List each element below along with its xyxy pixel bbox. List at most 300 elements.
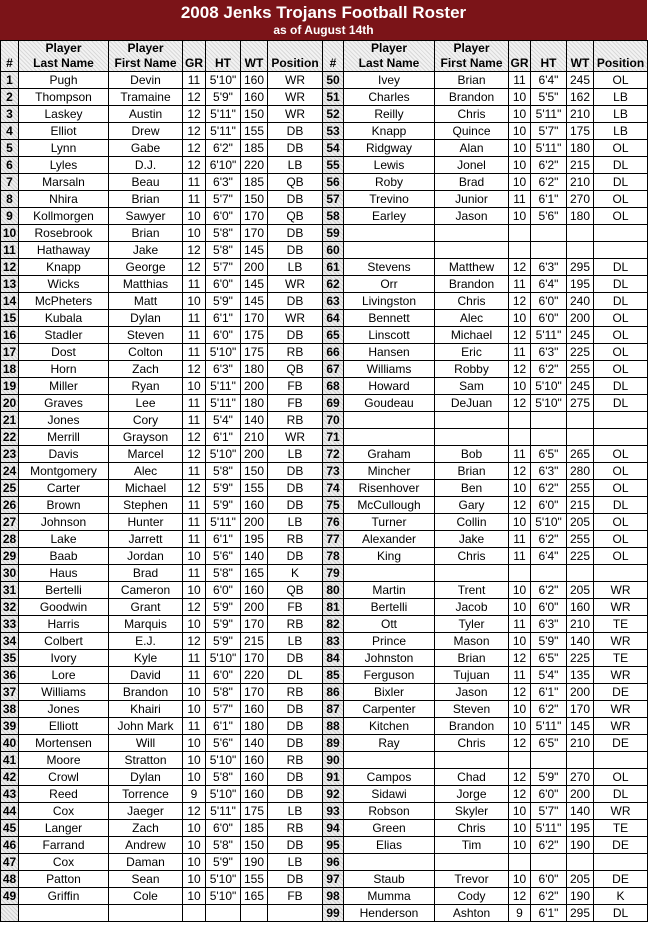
left-player-position: FB: [268, 888, 323, 905]
right-player-weight: 205: [567, 514, 594, 531]
right-player-first-name: [435, 412, 509, 429]
right-player-first-name: Bob: [435, 446, 509, 463]
right-player-weight: [567, 752, 594, 769]
right-player-first-name: DeJuan: [435, 395, 509, 412]
right-player-weight: 210: [567, 735, 594, 752]
left-player-number: 49: [1, 888, 19, 905]
left-player-last-name: Harris: [19, 616, 109, 633]
right-player-weight: [567, 412, 594, 429]
left-player-number: 4: [1, 123, 19, 140]
right-player-weight: 240: [567, 293, 594, 310]
right-player-last-name: [344, 752, 435, 769]
right-player-position: WR: [594, 701, 648, 718]
right-player-number: 91: [323, 769, 344, 786]
left-player-position: LB: [268, 514, 323, 531]
right-player-number: 52: [323, 106, 344, 123]
left-player-grade: 10: [183, 582, 206, 599]
left-player-weight: 190: [241, 854, 268, 871]
right-player-number: 54: [323, 140, 344, 157]
table-row: [1, 480, 648, 497]
header-position: Position: [594, 41, 648, 72]
right-player-last-name: Stevens: [344, 259, 435, 276]
left-player-first-name: Austin: [109, 106, 183, 123]
left-player-height: 6'0": [206, 820, 241, 837]
right-player-last-name: Ridgway: [344, 140, 435, 157]
right-player-position: LB: [594, 106, 648, 123]
right-player-weight: 255: [567, 480, 594, 497]
table-row: [1, 565, 648, 582]
left-player-position: FB: [268, 378, 323, 395]
right-player-first-name: Chris: [435, 548, 509, 565]
left-player-position: DB: [268, 463, 323, 480]
right-player-first-name: Chris: [435, 735, 509, 752]
table-row: [1, 497, 648, 514]
left-player-position: WR: [268, 72, 323, 89]
table-row: [1, 327, 648, 344]
right-player-grade: 11: [509, 548, 531, 565]
left-player-grade: 10: [183, 684, 206, 701]
left-player-last-name: Pugh: [19, 72, 109, 89]
right-player-grade: 10: [509, 208, 531, 225]
left-player-grade: 11: [183, 565, 206, 582]
left-player-first-name: Matt: [109, 293, 183, 310]
left-player-last-name: Haus: [19, 565, 109, 582]
left-player-position: FB: [268, 599, 323, 616]
right-player-grade: 10: [509, 820, 531, 837]
left-player-first-name: Torrence: [109, 786, 183, 803]
left-player-weight: 160: [241, 752, 268, 769]
right-player-height: [531, 412, 567, 429]
right-player-last-name: Howard: [344, 378, 435, 395]
right-player-first-name: [435, 242, 509, 259]
right-player-weight: 135: [567, 667, 594, 684]
right-player-position: DE: [594, 735, 648, 752]
left-player-grade: 10: [183, 616, 206, 633]
right-player-position: LB: [594, 123, 648, 140]
right-player-grade: 12: [509, 259, 531, 276]
left-player-height: 5'8": [206, 463, 241, 480]
right-player-position: DL: [594, 378, 648, 395]
left-player-last-name: Montgomery: [19, 463, 109, 480]
left-player-number: 43: [1, 786, 19, 803]
left-player-weight: 145: [241, 293, 268, 310]
right-player-height: 6'5": [531, 735, 567, 752]
right-player-position: OL: [594, 769, 648, 786]
right-player-last-name: Mincher: [344, 463, 435, 480]
right-player-position: [594, 854, 648, 871]
right-player-position: DL: [594, 786, 648, 803]
left-player-number: [1, 905, 19, 922]
left-player-number: 12: [1, 259, 19, 276]
right-player-weight: 245: [567, 327, 594, 344]
table-row: [1, 242, 648, 259]
right-player-number: 74: [323, 480, 344, 497]
table-row: [1, 633, 648, 650]
right-player-weight: 210: [567, 106, 594, 123]
left-player-weight: 180: [241, 718, 268, 735]
left-player-grade: 12: [183, 123, 206, 140]
left-player-first-name: Beau: [109, 174, 183, 191]
right-player-number: 66: [323, 344, 344, 361]
right-player-last-name: Kitchen: [344, 718, 435, 735]
left-player-last-name: Elliott: [19, 718, 109, 735]
left-player-number: 17: [1, 344, 19, 361]
right-player-number: 58: [323, 208, 344, 225]
right-player-grade: 12: [509, 497, 531, 514]
header-grade: GR: [183, 41, 206, 72]
left-player-position: RB: [268, 531, 323, 548]
left-player-first-name: Ryan: [109, 378, 183, 395]
left-player-grade: 10: [183, 735, 206, 752]
header-last-name: [344, 41, 435, 72]
right-player-grade: 12: [509, 650, 531, 667]
left-player-height: 5'6": [206, 548, 241, 565]
left-player-first-name: Marquis: [109, 616, 183, 633]
left-player-last-name: Elliot: [19, 123, 109, 140]
right-player-height: 6'5": [531, 446, 567, 463]
left-player-height: 5'10": [206, 344, 241, 361]
table-row: [1, 650, 648, 667]
left-player-weight: 180: [241, 361, 268, 378]
right-player-weight: 180: [567, 208, 594, 225]
left-player-first-name: Tramaine: [109, 89, 183, 106]
right-player-number: 79: [323, 565, 344, 582]
left-player-position: DB: [268, 701, 323, 718]
left-player-grade: 12: [183, 259, 206, 276]
right-player-height: 6'2": [531, 174, 567, 191]
left-player-last-name: Jones: [19, 701, 109, 718]
right-player-number: 69: [323, 395, 344, 412]
left-player-grade: 12: [183, 446, 206, 463]
header-height: HT: [206, 41, 241, 72]
left-player-grade: 12: [183, 429, 206, 446]
right-player-last-name: Carpenter: [344, 701, 435, 718]
right-player-last-name: Henderson: [344, 905, 435, 922]
right-player-last-name: Linscott: [344, 327, 435, 344]
left-player-weight: 180: [241, 395, 268, 412]
left-player-position: DB: [268, 871, 323, 888]
left-player-weight: 185: [241, 820, 268, 837]
table-row: [1, 123, 648, 140]
right-player-position: TE: [594, 650, 648, 667]
left-player-last-name: Lore: [19, 667, 109, 684]
right-player-position: WR: [594, 633, 648, 650]
right-player-last-name: Johnston: [344, 650, 435, 667]
right-player-height: 5'11": [531, 140, 567, 157]
left-player-height: 6'0": [206, 582, 241, 599]
right-player-last-name: [344, 412, 435, 429]
left-player-last-name: Patton: [19, 871, 109, 888]
left-player-first-name: Cameron: [109, 582, 183, 599]
right-player-grade: [509, 854, 531, 871]
right-player-grade: 10: [509, 718, 531, 735]
left-player-weight: 150: [241, 463, 268, 480]
right-player-first-name: Brandon: [435, 89, 509, 106]
right-player-grade: 11: [509, 72, 531, 89]
left-player-height: 6'3": [206, 361, 241, 378]
right-player-grade: [509, 225, 531, 242]
header-height: HT: [531, 41, 567, 72]
left-player-weight: 155: [241, 123, 268, 140]
left-player-grade: 12: [183, 803, 206, 820]
right-player-number: 63: [323, 293, 344, 310]
left-player-number: 10: [1, 225, 19, 242]
right-player-last-name: [344, 429, 435, 446]
left-player-weight: 185: [241, 140, 268, 157]
left-player-number: 19: [1, 378, 19, 395]
left-player-first-name: Brian: [109, 191, 183, 208]
left-player-position: DB: [268, 548, 323, 565]
right-player-weight: 215: [567, 157, 594, 174]
right-player-first-name: Brandon: [435, 276, 509, 293]
left-player-number: 42: [1, 769, 19, 786]
right-player-height: 6'2": [531, 888, 567, 905]
right-player-height: 5'7": [531, 803, 567, 820]
left-player-position: LB: [268, 157, 323, 174]
right-player-number: 51: [323, 89, 344, 106]
table-row: [1, 361, 648, 378]
right-player-weight: 205: [567, 582, 594, 599]
left-player-height: 6'10": [206, 157, 241, 174]
left-player-last-name: Marsaln: [19, 174, 109, 191]
right-player-first-name: Sam: [435, 378, 509, 395]
left-player-number: 34: [1, 633, 19, 650]
right-player-first-name: Tujuan: [435, 667, 509, 684]
left-player-first-name: Will: [109, 735, 183, 752]
right-player-position: OL: [594, 548, 648, 565]
right-player-last-name: Earley: [344, 208, 435, 225]
left-player-grade: 10: [183, 752, 206, 769]
right-player-first-name: Trevor: [435, 871, 509, 888]
right-player-weight: 190: [567, 837, 594, 854]
page-title: 2008 Jenks Trojans Football Roster: [180, 3, 467, 22]
left-player-first-name: Dylan: [109, 310, 183, 327]
right-player-grade: 11: [509, 531, 531, 548]
table-row: [1, 514, 648, 531]
right-player-grade: 11: [509, 616, 531, 633]
left-player-number: 11: [1, 242, 19, 259]
left-player-grade: 11: [183, 497, 206, 514]
left-player-height: 5'8": [206, 225, 241, 242]
right-player-grade: 10: [509, 157, 531, 174]
right-player-last-name: Elias: [344, 837, 435, 854]
left-player-first-name: Zach: [109, 361, 183, 378]
left-player-height: 5'10": [206, 871, 241, 888]
right-player-position: [594, 752, 648, 769]
table-row: [1, 684, 648, 701]
right-player-position: OL: [594, 327, 648, 344]
left-player-first-name: Gabe: [109, 140, 183, 157]
right-player-number: 82: [323, 616, 344, 633]
right-player-first-name: Chris: [435, 293, 509, 310]
right-player-grade: [509, 752, 531, 769]
right-player-first-name: Brandon: [435, 718, 509, 735]
right-player-grade: 9: [509, 905, 531, 922]
left-player-first-name: Dylan: [109, 769, 183, 786]
right-player-grade: 12: [509, 327, 531, 344]
right-player-number: 70: [323, 412, 344, 429]
right-player-height: [531, 565, 567, 582]
right-player-number: 55: [323, 157, 344, 174]
right-player-weight: [567, 565, 594, 582]
left-player-weight: 200: [241, 514, 268, 531]
left-player-position: DB: [268, 123, 323, 140]
right-player-weight: 195: [567, 820, 594, 837]
left-player-weight: 170: [241, 225, 268, 242]
left-player-weight: 175: [241, 327, 268, 344]
table-row: [1, 395, 648, 412]
table-row: [1, 888, 648, 905]
left-player-weight: 220: [241, 667, 268, 684]
right-player-last-name: King: [344, 548, 435, 565]
left-player-last-name: Jones: [19, 412, 109, 429]
left-player-first-name: Michael: [109, 480, 183, 497]
left-player-position: WR: [268, 106, 323, 123]
left-player-last-name: Cox: [19, 803, 109, 820]
left-player-position: LB: [268, 446, 323, 463]
header-weight: WT: [567, 41, 594, 72]
right-player-weight: 170: [567, 701, 594, 718]
left-player-height: 5'11": [206, 106, 241, 123]
left-player-position: RB: [268, 820, 323, 837]
left-player-number: 27: [1, 514, 19, 531]
table-row: [1, 582, 648, 599]
left-player-position: LB: [268, 803, 323, 820]
left-player-position: DL: [268, 667, 323, 684]
left-player-height: 5'11": [206, 803, 241, 820]
right-player-last-name: [344, 565, 435, 582]
right-player-last-name: Bixler: [344, 684, 435, 701]
right-player-last-name: Orr: [344, 276, 435, 293]
right-player-position: [594, 565, 648, 582]
left-player-position: LB: [268, 854, 323, 871]
left-player-weight: 210: [241, 429, 268, 446]
right-player-weight: 270: [567, 191, 594, 208]
right-player-first-name: Alan: [435, 140, 509, 157]
left-player-position: WR: [268, 89, 323, 106]
right-player-last-name: Martin: [344, 582, 435, 599]
right-player-last-name: Green: [344, 820, 435, 837]
left-player-first-name: Brad: [109, 565, 183, 582]
right-player-weight: 270: [567, 769, 594, 786]
right-player-weight: 215: [567, 497, 594, 514]
right-player-height: [531, 225, 567, 242]
left-player-weight: 200: [241, 446, 268, 463]
left-player-grade: 12: [183, 89, 206, 106]
left-player-grade: 10: [183, 769, 206, 786]
left-player-number: 22: [1, 429, 19, 446]
left-player-number: 48: [1, 871, 19, 888]
right-player-number: 71: [323, 429, 344, 446]
left-player-height: 6'2": [206, 140, 241, 157]
left-player-last-name: Davis: [19, 446, 109, 463]
right-player-height: 6'0": [531, 871, 567, 888]
left-player-number: 26: [1, 497, 19, 514]
left-player-height: 6'1": [206, 310, 241, 327]
right-player-last-name: Roby: [344, 174, 435, 191]
left-player-height: [206, 905, 241, 922]
right-player-height: 5'11": [531, 820, 567, 837]
right-player-height: 6'4": [531, 548, 567, 565]
left-player-weight: 170: [241, 208, 268, 225]
left-player-last-name: Langer: [19, 820, 109, 837]
right-player-weight: 140: [567, 803, 594, 820]
right-player-weight: 200: [567, 684, 594, 701]
left-player-first-name: E.J.: [109, 633, 183, 650]
right-player-weight: 140: [567, 633, 594, 650]
right-player-weight: [567, 225, 594, 242]
right-player-height: 6'3": [531, 259, 567, 276]
right-player-grade: 12: [509, 769, 531, 786]
left-player-weight: 140: [241, 735, 268, 752]
right-player-height: 6'3": [531, 463, 567, 480]
right-player-grade: 12: [509, 888, 531, 905]
left-player-number: 28: [1, 531, 19, 548]
table-row: [1, 429, 648, 446]
left-player-first-name: Grant: [109, 599, 183, 616]
right-player-height: 6'4": [531, 276, 567, 293]
right-player-number: 78: [323, 548, 344, 565]
left-player-height: 5'7": [206, 701, 241, 718]
table-row: [1, 871, 648, 888]
left-player-weight: 220: [241, 157, 268, 174]
right-player-grade: 10: [509, 378, 531, 395]
left-player-grade: 10: [183, 225, 206, 242]
left-player-weight: 140: [241, 412, 268, 429]
right-player-grade: 11: [509, 276, 531, 293]
left-player-first-name: Alec: [109, 463, 183, 480]
right-player-weight: [567, 854, 594, 871]
left-player-height: 6'0": [206, 208, 241, 225]
header-first-name-text: Player First Name: [114, 41, 177, 70]
right-player-number: 57: [323, 191, 344, 208]
table-row: [1, 378, 648, 395]
right-player-grade: 12: [509, 395, 531, 412]
right-player-position: OL: [594, 531, 648, 548]
right-player-weight: 245: [567, 72, 594, 89]
left-player-first-name: Drew: [109, 123, 183, 140]
left-player-last-name: Farrand: [19, 837, 109, 854]
left-player-last-name: Brown: [19, 497, 109, 514]
left-player-last-name: Reed: [19, 786, 109, 803]
right-player-last-name: Sidawi: [344, 786, 435, 803]
left-player-last-name: Goodwin: [19, 599, 109, 616]
right-player-grade: [509, 429, 531, 446]
table-row: [1, 616, 648, 633]
left-player-position: QB: [268, 582, 323, 599]
left-player-first-name: Cole: [109, 888, 183, 905]
right-player-number: 94: [323, 820, 344, 837]
right-player-position: [594, 242, 648, 259]
header-last-name-text: Player Last Name: [358, 41, 420, 70]
left-player-height: 6'1": [206, 718, 241, 735]
left-player-weight: 175: [241, 803, 268, 820]
right-player-height: 5'6": [531, 208, 567, 225]
left-player-position: DB: [268, 837, 323, 854]
left-player-position: DB: [268, 480, 323, 497]
right-player-first-name: Gary: [435, 497, 509, 514]
left-player-weight: 160: [241, 701, 268, 718]
right-player-first-name: Chris: [435, 106, 509, 123]
left-player-height: 6'0": [206, 276, 241, 293]
right-player-position: OL: [594, 361, 648, 378]
right-player-grade: 11: [509, 446, 531, 463]
left-player-height: 5'9": [206, 293, 241, 310]
table-row: [1, 701, 648, 718]
left-player-last-name: Baab: [19, 548, 109, 565]
left-player-height: 5'11": [206, 123, 241, 140]
right-player-last-name: [344, 854, 435, 871]
